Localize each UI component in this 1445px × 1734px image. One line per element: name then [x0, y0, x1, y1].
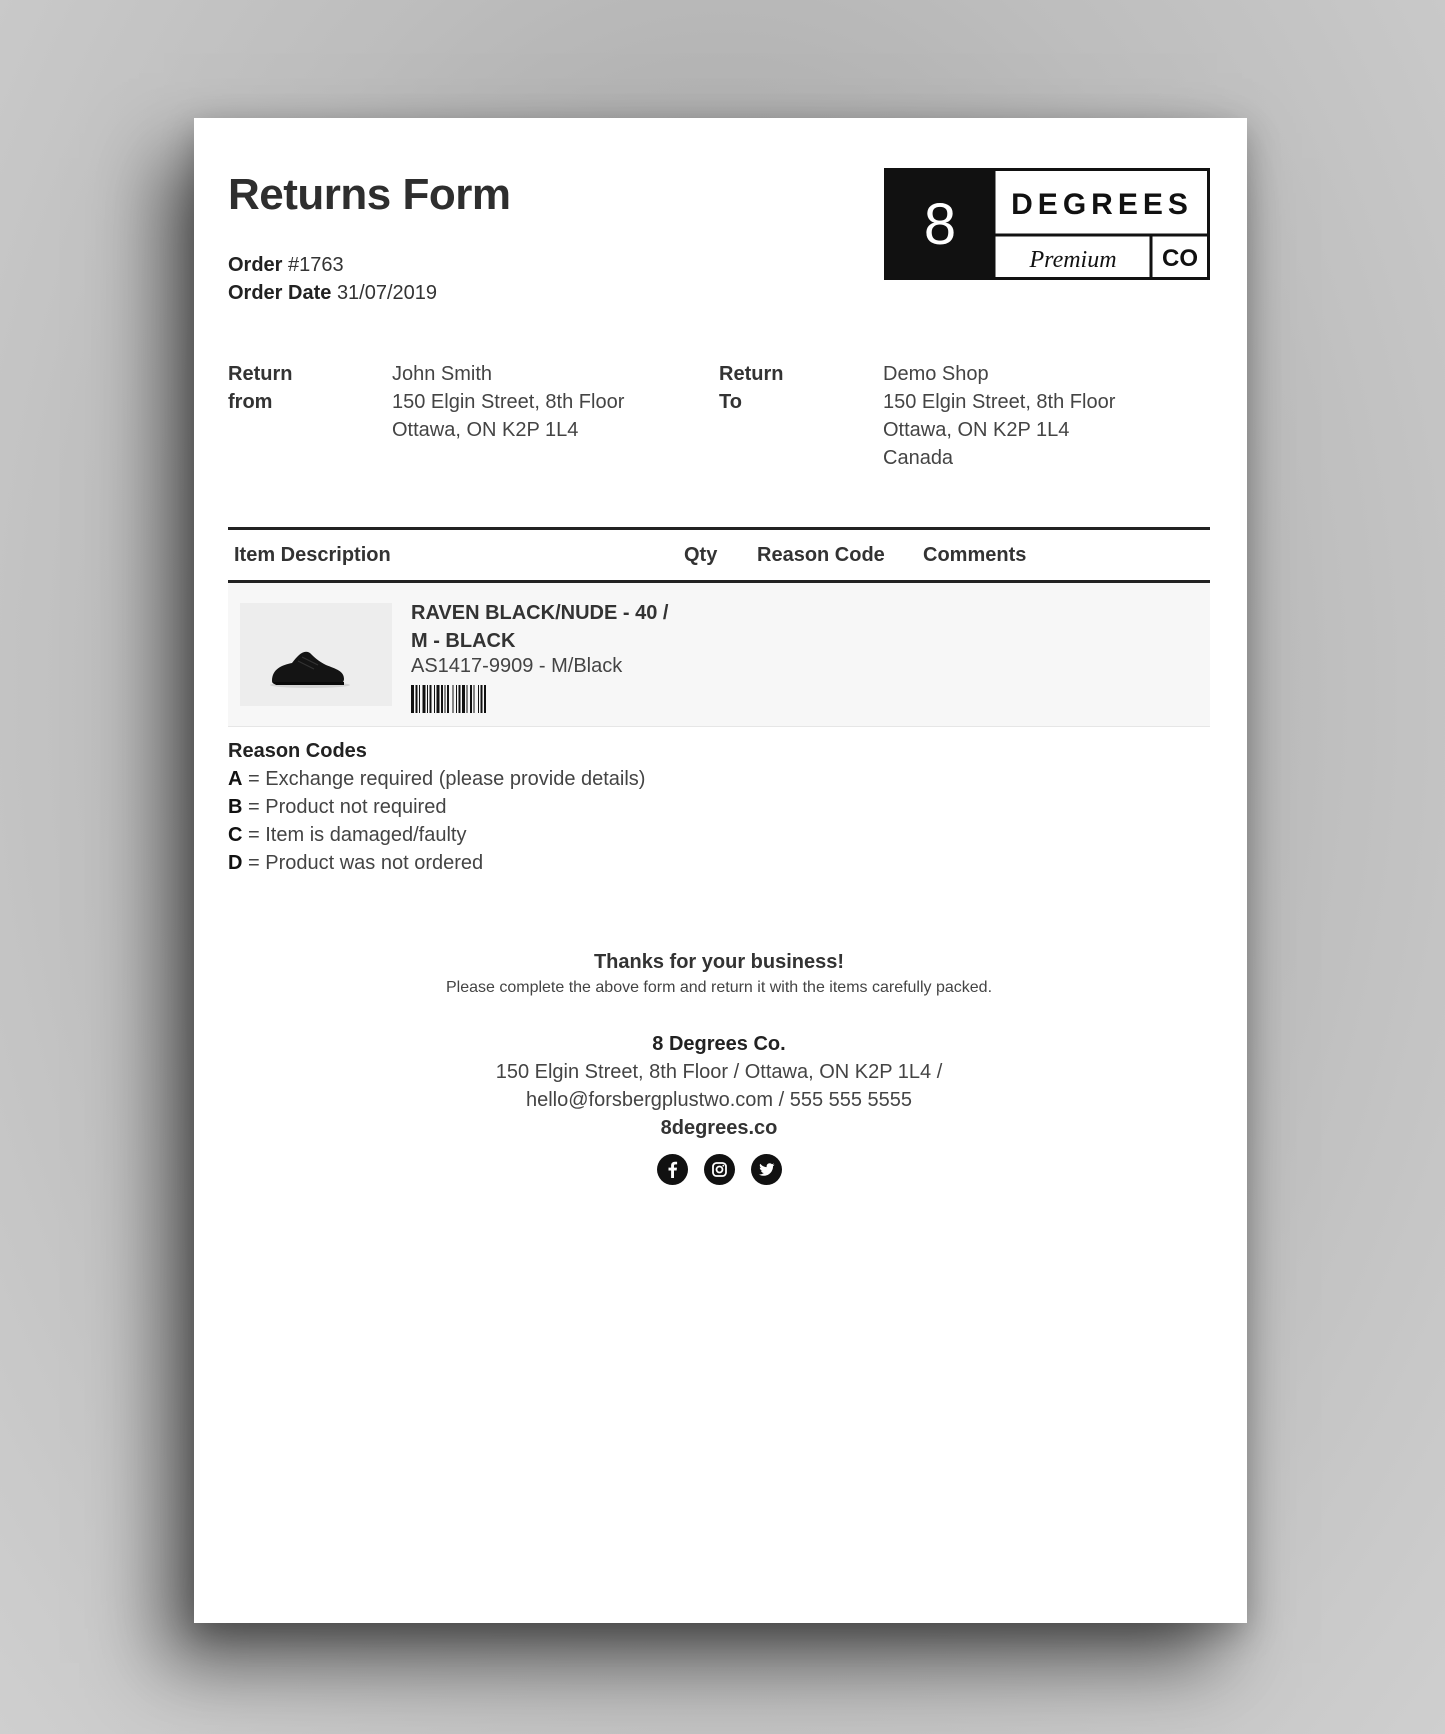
return-from-address — [392, 360, 624, 444]
sneaker-icon — [240, 603, 392, 706]
logo-script: Premium — [1029, 247, 1117, 273]
company-website[interactable]: 8degrees.co — [660, 1117, 778, 1139]
barcode-bar — [445, 685, 446, 713]
barcode-bar — [434, 685, 435, 713]
company-address: 150 Elgin Street, 8th Floor / Ottawa, ON K2P 1L4 / — [495, 1061, 943, 1083]
logo-numeral: 8 — [923, 192, 957, 257]
reason-code-letter: C — [228, 824, 243, 846]
items-table — [228, 527, 1210, 727]
order-date-label: Order Date — [228, 282, 332, 304]
return-from-label: Return from — [228, 363, 293, 413]
col-comments: Comments — [923, 544, 1027, 566]
address-line: John Smith — [392, 363, 493, 385]
reason-code-text: = Product was not ordered — [242, 852, 484, 874]
barcode-bar — [453, 685, 454, 713]
barcode-bar — [430, 685, 432, 713]
instructions-note: Please complete the above form and return it with the items carefully packed. — [445, 979, 993, 996]
reason-codes — [228, 737, 645, 877]
col-reason-code: Reason Code — [757, 544, 885, 566]
logo-word: DEGREES — [1011, 188, 1193, 221]
order-date: 31/07/2019 — [336, 282, 438, 304]
instagram-icon[interactable] — [704, 1154, 735, 1185]
order-date-line — [228, 279, 437, 307]
item-barcode — [411, 685, 549, 713]
address-line: Canada — [883, 447, 954, 469]
company-name: 8 Degrees Co. — [652, 1033, 786, 1055]
barcode-bar — [467, 685, 468, 713]
reason-code-text: = Exchange required (please provide details) — [242, 768, 646, 790]
barcode-bar — [411, 685, 414, 713]
reason-code-text: = Product not required — [242, 796, 447, 818]
barcode-bar — [474, 685, 475, 713]
barcode-bar — [481, 685, 483, 713]
return-to-address — [883, 360, 1115, 472]
item-name: RAVEN BLACK/NUDE - 40 / M - BLACK — [411, 602, 669, 652]
social-links — [228, 1154, 1210, 1185]
brand-logo — [884, 168, 1210, 280]
table-header — [228, 527, 1210, 583]
barcode-bar — [416, 685, 418, 713]
barcode-bar — [441, 685, 443, 713]
logo-co: CO — [1162, 245, 1198, 272]
item-sku: AS1417-9909 - M/Black — [411, 655, 623, 677]
reason-code-letter: D — [228, 852, 243, 874]
barcode-bar — [478, 685, 479, 713]
table-row — [228, 583, 1210, 727]
reason-code-letter: B — [228, 796, 243, 818]
company-contact: hello@forsbergplustwo.com / 555 555 5555 — [525, 1089, 913, 1111]
reason-code-letter: A — [228, 768, 243, 790]
barcode-bar — [456, 685, 457, 713]
address-line: Demo Shop — [883, 363, 989, 385]
page-title: Returns Form — [228, 170, 511, 219]
order-label: Order — [228, 254, 283, 276]
twitter-icon[interactable] — [751, 1154, 782, 1185]
order-meta — [228, 251, 437, 307]
reason-code-item — [228, 793, 645, 821]
order-number: #1763 — [288, 254, 344, 276]
barcode-bar — [470, 685, 472, 713]
return-to-label: Return To — [719, 363, 784, 413]
address-line: Ottawa, ON K2P 1L4 — [392, 419, 579, 441]
order-number-line — [228, 251, 437, 279]
barcode-bar — [462, 685, 465, 713]
product-image — [240, 603, 392, 706]
barcode-bar — [419, 685, 420, 713]
col-qty: Qty — [684, 544, 718, 566]
returns-form-page — [194, 118, 1247, 1623]
barcode-bar — [447, 685, 449, 713]
barcode-bar — [459, 685, 461, 713]
address-line: Ottawa, ON K2P 1L4 — [883, 419, 1070, 441]
reason-codes-title: Reason Codes — [228, 740, 367, 762]
reason-code-item — [228, 849, 645, 877]
footer — [228, 948, 1210, 1185]
col-item-description: Item Description — [234, 544, 391, 566]
reason-code-text: = Item is damaged/faulty — [242, 824, 467, 846]
reason-code-item — [228, 821, 645, 849]
barcode-bar — [423, 685, 426, 713]
address-line: 150 Elgin Street, 8th Floor — [392, 391, 625, 413]
barcode-bar — [427, 685, 428, 713]
facebook-icon[interactable] — [657, 1154, 688, 1185]
thanks-message: Thanks for your business! — [593, 951, 845, 973]
barcode-bar — [437, 685, 440, 713]
barcode-bar — [484, 685, 486, 713]
reason-code-item — [228, 765, 645, 793]
address-line: 150 Elgin Street, 8th Floor — [883, 391, 1116, 413]
